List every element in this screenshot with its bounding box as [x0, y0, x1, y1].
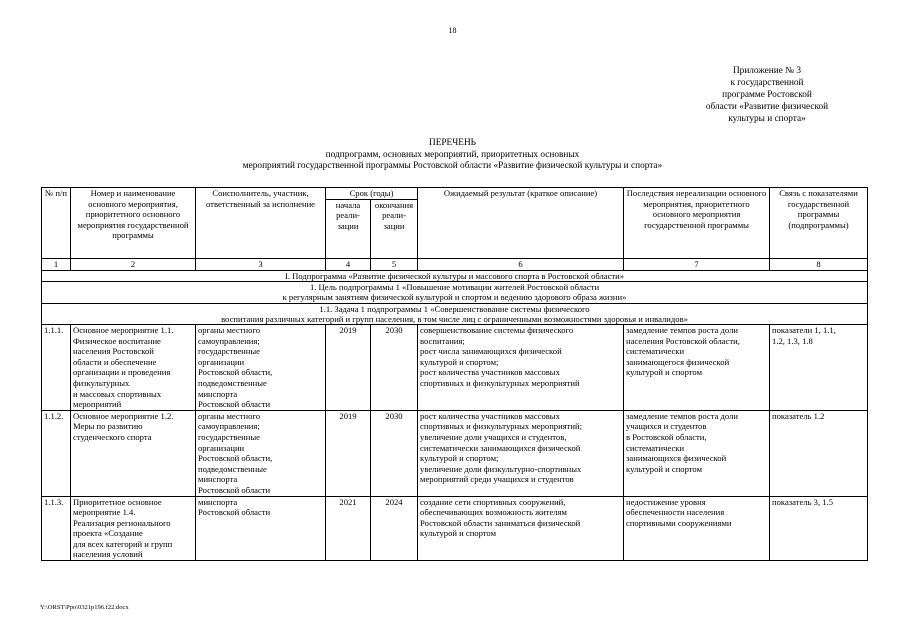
row-start-year: 2019 [326, 410, 371, 496]
column-number: 1 [42, 259, 71, 271]
row-start-year: 2021 [326, 496, 371, 561]
row-name-line: Физическое воспитание [73, 335, 161, 346]
row-executor-line: органы местного [198, 325, 260, 336]
row-link-line: показатель 1.2 [772, 410, 825, 421]
row-result-line: совершенствование системы физического [420, 325, 574, 336]
section-row-subprogram [42, 271, 868, 282]
row-end-year: 2030 [371, 325, 418, 411]
row-name-line: области и обеспечение [73, 356, 157, 367]
row-name-line: физкультурных [73, 377, 130, 388]
goal-title [42, 282, 868, 303]
row-executor-line: подведомственные [198, 377, 267, 388]
row-result-line: культурой и спортом; [420, 453, 499, 464]
row-executor-line: Ростовской области, [198, 367, 273, 378]
row-consequences-line: недостижение уровня [626, 496, 706, 507]
row-name-line: Приоритетное основное [73, 496, 162, 507]
row-link-line: показатель 3, 1.5 [772, 496, 834, 507]
appendix-line: Приложение № 3 [732, 66, 802, 76]
row-result-line: рост числа занимающихся физической [420, 346, 562, 357]
header-end: окончания реали-зации [371, 199, 418, 258]
header-result: Ожидаемый результат (краткое описание) [418, 188, 624, 259]
row-name-line: проекта «Создание [73, 528, 143, 539]
row-name [71, 496, 196, 561]
row-name [71, 325, 196, 411]
title-line: подпрограмм, основных мероприятий, приоритетных основных [325, 149, 580, 160]
row-executor-line: самоуправления; [198, 335, 260, 346]
row-result-line: систематически занимающихся физической [420, 442, 581, 453]
row-result-line: увеличение доли учащихся и студентов, [420, 431, 567, 442]
document-title [0, 138, 905, 173]
row-consequences-line: в Ростовской области, [626, 431, 707, 442]
row-name [71, 410, 196, 496]
row-result-line: мероприятий среди учащихся и студентов [420, 474, 574, 485]
row-executor-line: организации [198, 356, 245, 367]
row-num: 1.1.3. [42, 496, 71, 561]
row-result [418, 325, 624, 411]
row-name-line: и массовых спортивных [73, 388, 162, 399]
row-executor-line: подведомственные [198, 463, 267, 474]
column-number: 7 [624, 259, 770, 271]
page-number: 18 [448, 26, 457, 35]
row-consequences-line: обеспеченности населения [626, 507, 725, 518]
title-line: мероприятий государственной программы Ростовской области «Развитие физической культуры и спорта» [242, 161, 663, 171]
appendix-note [652, 65, 882, 125]
row-link [770, 410, 868, 496]
row-consequences-line: спортивными сооружениями [626, 517, 732, 528]
row-link-line: 1.2, 1.3, 1.8 [772, 335, 813, 346]
row-result-line: создание сети спортивных сооружений, [420, 496, 566, 507]
row-executor-line: самоуправления; [198, 421, 260, 432]
row-result-line: обеспечивающих возможность жителям [420, 507, 567, 518]
table-row [42, 410, 868, 496]
appendix-line: культуры и спорта» [728, 114, 806, 124]
appendix-line: программе Ростовской [722, 90, 812, 100]
header-consequences: Последствия нереализации основного мероприятия, приоритетного основного мероприятия государственной программы [624, 188, 770, 259]
measures-table [41, 187, 868, 561]
column-number: 3 [196, 259, 326, 271]
row-name-line: Основное мероприятие 1.1. [73, 325, 174, 336]
row-result-line: воспитания; [420, 335, 465, 346]
table-row [42, 325, 868, 411]
row-num: 1.1.1. [42, 325, 71, 411]
row-link [770, 325, 868, 411]
row-name-line: Меры по развитию [73, 421, 143, 432]
section-row-task [42, 303, 868, 324]
row-executor [196, 325, 326, 411]
row-consequences-line: замедление темпов роста доли [626, 410, 738, 421]
row-start-year: 2019 [326, 325, 371, 411]
row-executor-line: государственные [198, 346, 260, 357]
header-term: Срок (годы) [326, 188, 418, 200]
column-number: 4 [326, 259, 371, 271]
row-executor-line: Ростовской области [198, 484, 271, 495]
row-name-line: мероприятий [73, 399, 122, 410]
row-result-line: культурой и спортом [420, 528, 497, 539]
row-name-line: мероприятие 1.4. [73, 507, 136, 518]
row-result-line: спортивных и физкультурных мероприятий [420, 377, 580, 388]
subprogram-title: I. Подпрограмма «Развитие физической культуры и массового спорта в Ростовской области» [42, 271, 868, 282]
row-executor [196, 496, 326, 561]
row-consequences-line: замедление темпов роста доли [626, 325, 738, 336]
row-num: 1.1.2. [42, 410, 71, 496]
column-number: 2 [71, 259, 196, 271]
row-name-line: Реализация регионального [73, 517, 171, 528]
row-link-line: показатели 1, 1.1, [772, 325, 836, 336]
goal-line: к регулярным занятиям физической культурой и спортом и ведению здорового образа жизни» [282, 292, 627, 303]
row-result-line: рост количества участников массовых [420, 367, 560, 378]
task-line: 1.1. Задача 1 подпрограммы 1 «Совершенствование системы физического [319, 303, 590, 314]
row-name-line: населения Ростовской [73, 346, 154, 357]
row-end-year: 2030 [371, 410, 418, 496]
row-executor-line: минспорта [198, 388, 238, 399]
row-consequences-line: систематически [626, 346, 685, 357]
row-consequences-line: занимающихся физической [626, 453, 727, 464]
header-executor: Соисполнитель, участник, ответственный за исполнение [196, 188, 326, 259]
column-number: 5 [371, 259, 418, 271]
row-consequences-line: занимающегося физической [626, 356, 730, 367]
row-link [770, 496, 868, 561]
row-executor-line: государственные [198, 431, 260, 442]
row-executor-line: Ростовской области, [198, 453, 273, 464]
row-name-line: населения условий [73, 549, 143, 560]
row-name-line: организации и проведения [73, 367, 171, 378]
appendix-line: к государственной [730, 78, 804, 88]
row-name-line: студенческого спорта [73, 431, 152, 442]
header-start: начала реали-зации [326, 199, 371, 258]
row-result-line: Ростовской области заниматься физической [420, 517, 581, 528]
row-consequences-line: учащихся и студентов [626, 421, 707, 432]
goal-line: 1. Цель подпрограммы 1 «Повышение мотивации жителей Ростовской области [309, 282, 600, 293]
row-name-line: для всех категорий и групп [73, 538, 173, 549]
row-result [418, 410, 624, 496]
row-executor-line: Ростовской области [198, 399, 271, 410]
section-row-goal [42, 282, 868, 303]
row-result [418, 496, 624, 561]
header-num: № п/п [42, 188, 71, 259]
task-line: воспитания различных категорий и групп населения, в том числе лиц с ограниченными возможностями здоровья и инвалидов» [221, 313, 688, 324]
row-executor-line: минспорта [198, 496, 238, 507]
column-number: 8 [770, 259, 868, 271]
column-number: 6 [418, 259, 624, 271]
appendix-line: области «Развитие физической [705, 102, 829, 112]
header-link: Связь с показателями государственной программы (подпрограммы) [770, 188, 868, 259]
row-consequences [624, 325, 770, 411]
row-consequences-line: культурой и спортом [626, 367, 703, 378]
row-executor-line: Ростовской области [198, 507, 271, 518]
row-executor-line: органы местного [198, 410, 260, 421]
task-title [42, 303, 868, 324]
table-header-row [42, 188, 868, 200]
row-result-line: рост количества участников массовых [420, 410, 560, 421]
row-consequences-line: населения Ростовской области, [626, 335, 740, 346]
row-executor-line: минспорта [198, 474, 238, 485]
column-number-row [42, 259, 868, 271]
row-name-line: Основное мероприятие 1.2. [73, 410, 174, 421]
row-result-line: увеличение доли физкультурно-спортивных [420, 463, 582, 474]
file-path-footer: Y:\ORST\Ppo\0321p196.f22.docx [40, 604, 129, 611]
row-consequences [624, 496, 770, 561]
table-row [42, 496, 868, 561]
row-consequences-line: систематически [626, 442, 685, 453]
row-consequences [624, 410, 770, 496]
title-heading: ПЕРЕЧЕНЬ [428, 138, 476, 148]
row-executor-line: организации [198, 442, 245, 453]
row-executor [196, 410, 326, 496]
row-consequences-line: культурой и спортом [626, 463, 703, 474]
header-name: Номер и наименование основного мероприятия, приоритетного основного мероприятия государственной программы [71, 188, 196, 259]
row-result-line: спортивных и физкультурных мероприятий; [420, 421, 582, 432]
row-result-line: культурой и спортом; [420, 356, 499, 367]
row-end-year: 2024 [371, 496, 418, 561]
